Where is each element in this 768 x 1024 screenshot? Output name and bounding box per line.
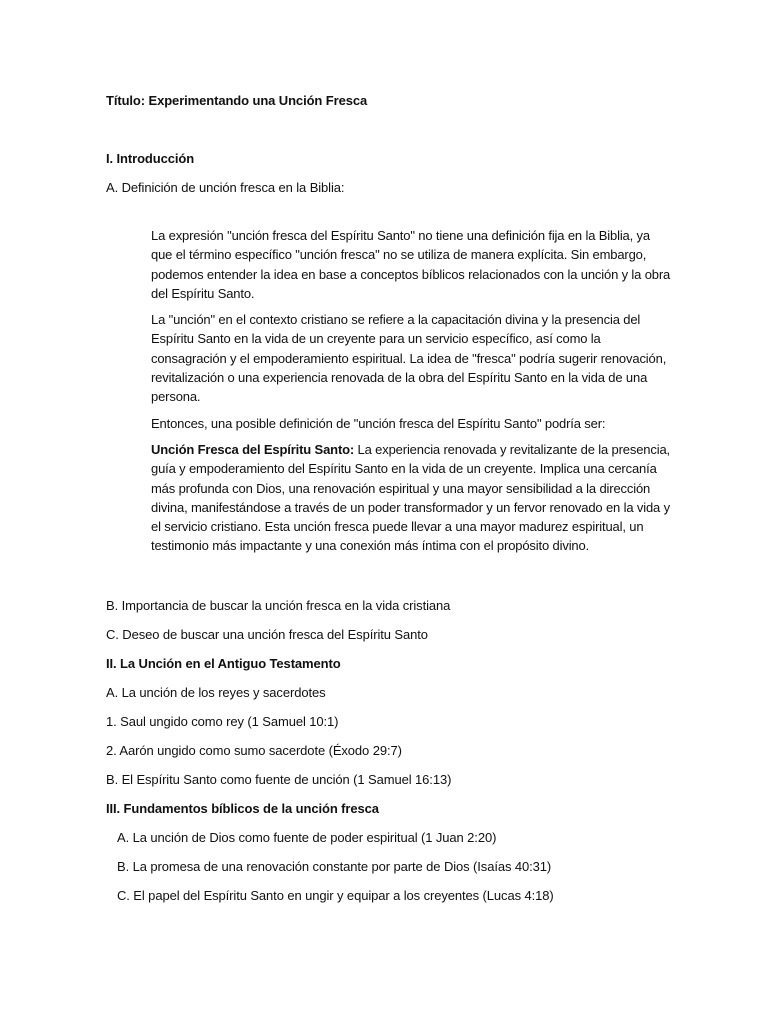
definition-text: La experiencia renovada y revitalizante de la presencia, guía y empoderamiento del Espíritu Santo en la vida de un creyente. Implica una cercanía más profunda con Dios, una renovación espiritual y una mayor sensibilidad a la dirección divina, manifestándose a través de un poder transformador y un fervor renovado en la vida y el servicio cristiano. Esta unción fresca puede llevar a una mayor madurez espiritual, un testimonio más impactante y una conexión más íntima con el propósito divino. [151,441,671,554]
paragraph-uncion-contexto: La "unción" en el contexto cristiano se refiere a la capacitación divina y la presencia del Espíritu Santo en la vida de un creyente para un servicio específico, así como la consagración y el empoderamiento espiritual. La idea de "fresca" podría sugerir renovación, revitalización o una experiencia renovada de la obra del Espíritu Santo en la vida de una persona. [151,312,667,405]
paragraph-expresion: La expresión "unción fresca del Espíritu Santo" no tiene una definición fija en la Biblia, ya que el término específico "unción fresca" no se utiliza de manera explícita. Sin embargo, podemos entender la idea en base a conceptos bíblicos relacionados con la unción y la obra del Espíritu Santo. [151,228,671,301]
item-a-definicion: A. Definición de unción fresca en la Biblia: [106,180,345,195]
section-heading-introduccion: I. Introducción [106,151,195,166]
paragraph-posible-definicion: Entonces, una posible definición de "unción fresca del Espíritu Santo" podría ser: [151,415,606,431]
item-b-importancia: B. Importancia de buscar la unción fresca en la vida cristiana [106,598,451,613]
item-c-papel-espiritu: C. El papel del Espíritu Santo en ungir y equipar a los creyentes (Lucas 4:18) [117,888,554,903]
document-title: Título: Experimentando una Unción Fresca [106,93,368,108]
section-heading-fundamentos: III. Fundamentos bíblicos de la unción fresca [106,801,379,816]
item-b-promesa-renovacion: B. La promesa de una renovación constante por parte de Dios (Isaías 40:31) [117,859,552,874]
definition-term: Unción Fresca del Espíritu Santo: [151,441,355,457]
section-heading-antiguo-testamento: II. La Unción en el Antiguo Testamento [106,656,341,671]
paragraph-definicion [151,440,671,556]
item-c-deseo: C. Deseo de buscar una unción fresca del Espíritu Santo [106,627,428,642]
item-a-poder-espiritual: A. La unción de Dios como fuente de poder espiritual (1 Juan 2:20) [117,830,497,845]
item-2-aaron: 2. Aarón ungido como sumo sacerdote (Éxodo 29:7) [106,743,402,758]
definition-block [151,226,671,556]
item-a-reyes-sacerdotes: A. La unción de los reyes y sacerdotes [106,685,326,700]
item-b-espiritu-fuente: B. El Espíritu Santo como fuente de unción (1 Samuel 16:13) [106,772,452,787]
item-1-saul: 1. Saul ungido como rey (1 Samuel 10:1) [106,714,339,729]
